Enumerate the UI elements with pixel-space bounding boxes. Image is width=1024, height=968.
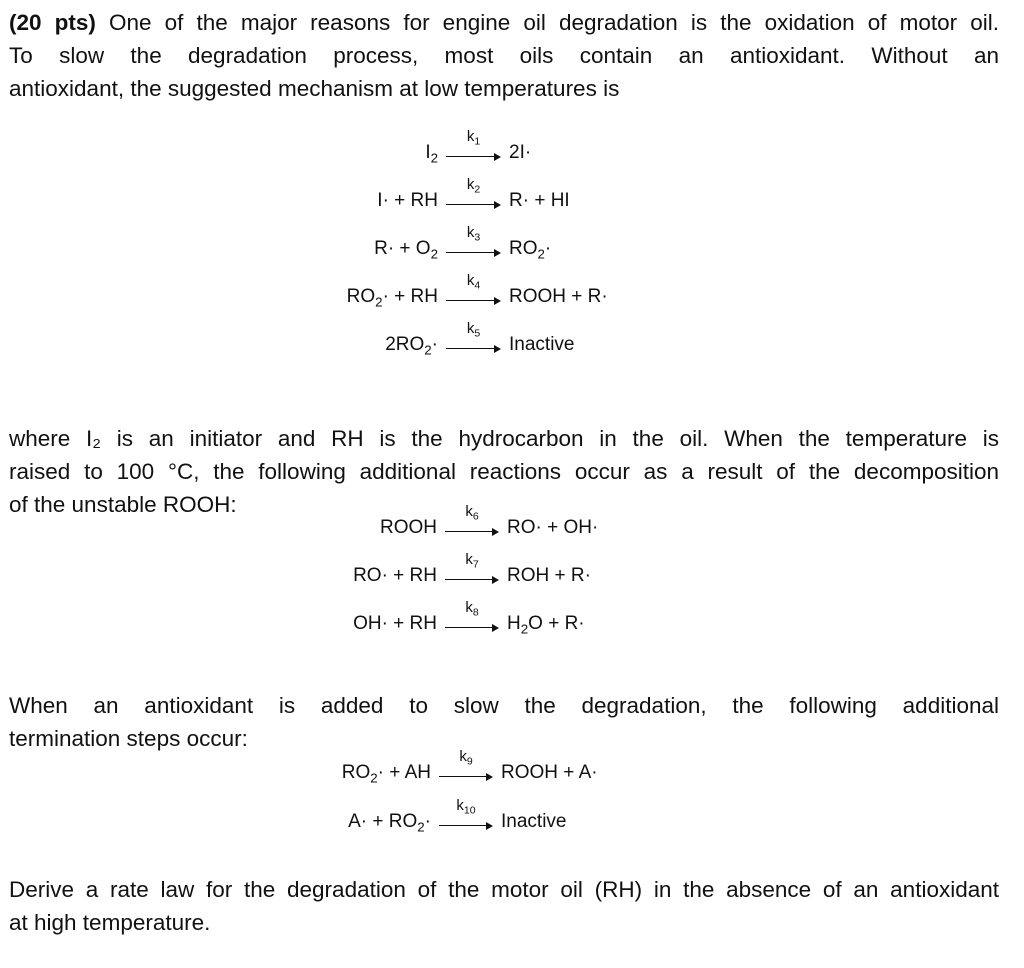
reactant-b: · + RH [382,286,438,307]
product-a: ROOH + A· [501,762,598,783]
reactant-subscript: 2 [424,342,432,358]
low-temp-reaction-products-5 [509,334,769,368]
low-temp-reaction-arrow-4 [446,272,501,320]
products-text [509,142,531,164]
products-text [501,762,598,784]
low-temp-reaction-arrow-5 [446,320,501,368]
arrow-shaft [446,252,495,253]
arrow-head-icon [494,297,501,305]
products-text [501,811,566,833]
product-b: O + R· [528,613,585,634]
products-text [507,517,598,539]
product-a: ROH + R· [507,565,591,586]
question-paragraph [9,873,999,939]
antioxidant-paragraph [9,689,999,755]
reactant-a: I· + RH [377,190,438,211]
arrow-head-icon [494,153,501,161]
reactant-b: · [431,334,438,355]
points-label: (20 pts) [9,10,96,35]
antioxidant-reaction-arrow-2 [439,797,493,845]
high-temp-reaction-products-1 [507,517,767,551]
product-a: ROOH + R· [509,286,608,307]
reactant-a: A· + RO [348,811,418,832]
product-a: H [507,613,521,634]
reactant-subscript: 2 [430,246,438,262]
middle-line-1: where I₂ is an initiator and RH is the hydrocarbon in the oil. When the temperature is [9,426,999,451]
rate-constant-label [446,272,501,292]
question-line-1: Derive a rate law for the degradation of the motor oil (RH) in the absence of an antioxidant [9,877,999,902]
reactant-a: ROOH [380,517,437,538]
rate-constant-symbol: k [466,128,475,145]
low-temp-reaction-products-4 [509,286,769,320]
reactants-text [425,142,438,164]
reactant-b: · [424,811,431,832]
rate-constant-subscript: 1 [474,135,481,148]
reactant-a: RO [341,762,371,783]
reactant-b: · + AH [377,762,431,783]
high-temp-reaction-arrow-1 [445,503,499,551]
low-temp-reaction-reactants-1 [0,142,438,176]
middle-paragraph [9,422,999,521]
intro-line-1 [9,6,999,39]
arrow-head-icon [492,576,499,584]
arrow-shaft [445,531,493,532]
low-temp-reaction-arrow-1 [446,128,501,176]
rate-constant-subscript: 3 [474,231,481,244]
intro-paragraph [9,6,999,105]
intro-line-3: antioxidant, the suggested mechanism at low temperatures is [9,76,620,101]
reactants-text [347,286,438,308]
rate-constant-subscript: 9 [466,755,473,768]
product-subscript: 2 [520,621,529,637]
intro-line-2: To slow the degradation process, most oils contain an antioxidant. Without an [9,43,999,68]
reactants-text [377,190,438,212]
product-a: Inactive [509,334,575,355]
arrow-head-icon [494,249,501,257]
high-temp-reaction-products-2 [507,565,767,599]
arrow-shaft [445,579,493,580]
rate-constant-label [445,551,499,571]
reactant-a: OH· + RH [353,613,437,634]
middle-line-3: of the unstable ROOH: [9,492,237,517]
intro-line-1-text: One of the major reasons for engine oil degradation is the oxidation of motor oil. [108,10,999,35]
arrow-head-icon [492,528,499,536]
products-text [509,190,570,212]
low-temp-reaction-products-1 [509,142,769,176]
rate-constant-label [446,176,501,196]
low-temp-reaction-products-3 [509,238,769,272]
high-temp-reaction-reactants-2 [0,565,437,599]
high-temp-reaction-reactants-1 [0,517,437,551]
arrow-shaft [439,825,487,826]
rate-constant-label [445,599,499,619]
reactant-subscript: 2 [375,294,383,310]
product-a: RO· + OH· [507,517,599,538]
product-a: R· + HI [509,190,570,211]
question-line-2: at high temperature. [9,910,211,935]
rate-constant-label [446,224,501,244]
arrow-shaft [446,156,495,157]
reactants-text [380,517,437,539]
low-temp-reaction-arrow-2 [446,176,501,224]
rate-constant-symbol: k [465,599,473,616]
rate-constant-subscript: 4 [474,279,481,292]
rate-constant-symbol: k [465,551,473,568]
high-temp-reaction-products-3 [507,613,767,647]
rate-constant-symbol: k [459,748,467,765]
high-temp-reaction-arrow-3 [445,599,499,647]
arrow-shaft [446,204,495,205]
high-temp-reaction-arrow-2 [445,551,499,599]
reactants-text [385,334,438,356]
low-temp-reaction-arrow-3 [446,224,501,272]
arrow-shaft [439,776,487,777]
product-subscript: 2 [537,246,545,262]
products-text [509,238,551,260]
low-temp-reaction-products-2 [509,190,769,224]
rate-constant-subscript: 5 [474,327,481,340]
antioxidant-reaction-reactants-1 [0,762,431,796]
product-b: · [544,238,552,259]
rate-constant-subscript: 2 [474,183,481,196]
arrow-head-icon [486,773,493,781]
antioxidant-reaction-products-1 [501,762,761,796]
reactants-text [348,811,431,833]
antioxidant-reaction-arrow-1 [439,748,493,796]
reactant-subscript: 2 [370,770,378,786]
reactant-a: R· + O [374,238,431,259]
arrow-head-icon [486,822,493,830]
products-text [507,565,591,587]
reactants-text [342,762,431,784]
reactants-text [374,238,438,260]
reactants-text [353,613,437,635]
arrow-head-icon [494,201,501,209]
product-a: Inactive [501,811,567,832]
arrow-shaft [446,348,495,349]
reactants-text [353,565,437,587]
low-temp-reaction-reactants-3 [0,238,438,272]
rate-constant-label [445,503,499,523]
reactant-a: 2RO [385,334,425,355]
antioxidant-line-1: When an antioxidant is added to slow the degradation, the following additional [9,693,999,718]
product-a: 2I· [509,142,532,163]
antioxidant-line-2: termination steps occur: [9,726,248,751]
high-temp-reaction-reactants-3 [0,613,437,647]
antioxidant-reaction-products-2 [501,811,761,845]
rate-constant-label [439,748,493,768]
products-text [509,334,574,356]
rate-constant-label [439,797,493,817]
low-temp-reaction-reactants-2 [0,190,438,224]
rate-constant-symbol: k [466,320,475,337]
rate-constant-subscript: 7 [472,558,479,571]
rate-constant-symbol: k [456,797,464,814]
reactant-a: RO· + RH [353,565,437,586]
reactant-a: RO [346,286,376,307]
arrow-head-icon [492,624,499,632]
low-temp-reaction-reactants-4 [0,286,438,320]
rate-constant-symbol: k [465,503,473,520]
rate-constant-symbol: k [466,272,475,289]
reactant-subscript: 2 [430,150,438,166]
rate-constant-subscript: 8 [472,606,479,619]
reactant-subscript: 2 [417,819,425,835]
antioxidant-reaction-reactants-2 [0,811,431,845]
product-a: RO [509,238,538,259]
low-temp-reaction-reactants-5 [0,334,438,368]
arrow-shaft [445,627,493,628]
products-text [509,286,608,308]
arrow-head-icon [494,345,501,353]
rate-constant-subscript: 6 [472,510,479,523]
products-text [507,613,585,635]
rate-constant-subscript: 10 [463,804,476,817]
middle-line-2: raised to 100 °C, the following additional reactions occur as a result of the decomposition [9,459,999,484]
arrow-shaft [446,300,495,301]
rate-constant-label [446,320,501,340]
rate-constant-label [446,128,501,148]
rate-constant-symbol: k [466,224,475,241]
reactant-a: I [425,142,431,163]
rate-constant-symbol: k [466,176,475,193]
